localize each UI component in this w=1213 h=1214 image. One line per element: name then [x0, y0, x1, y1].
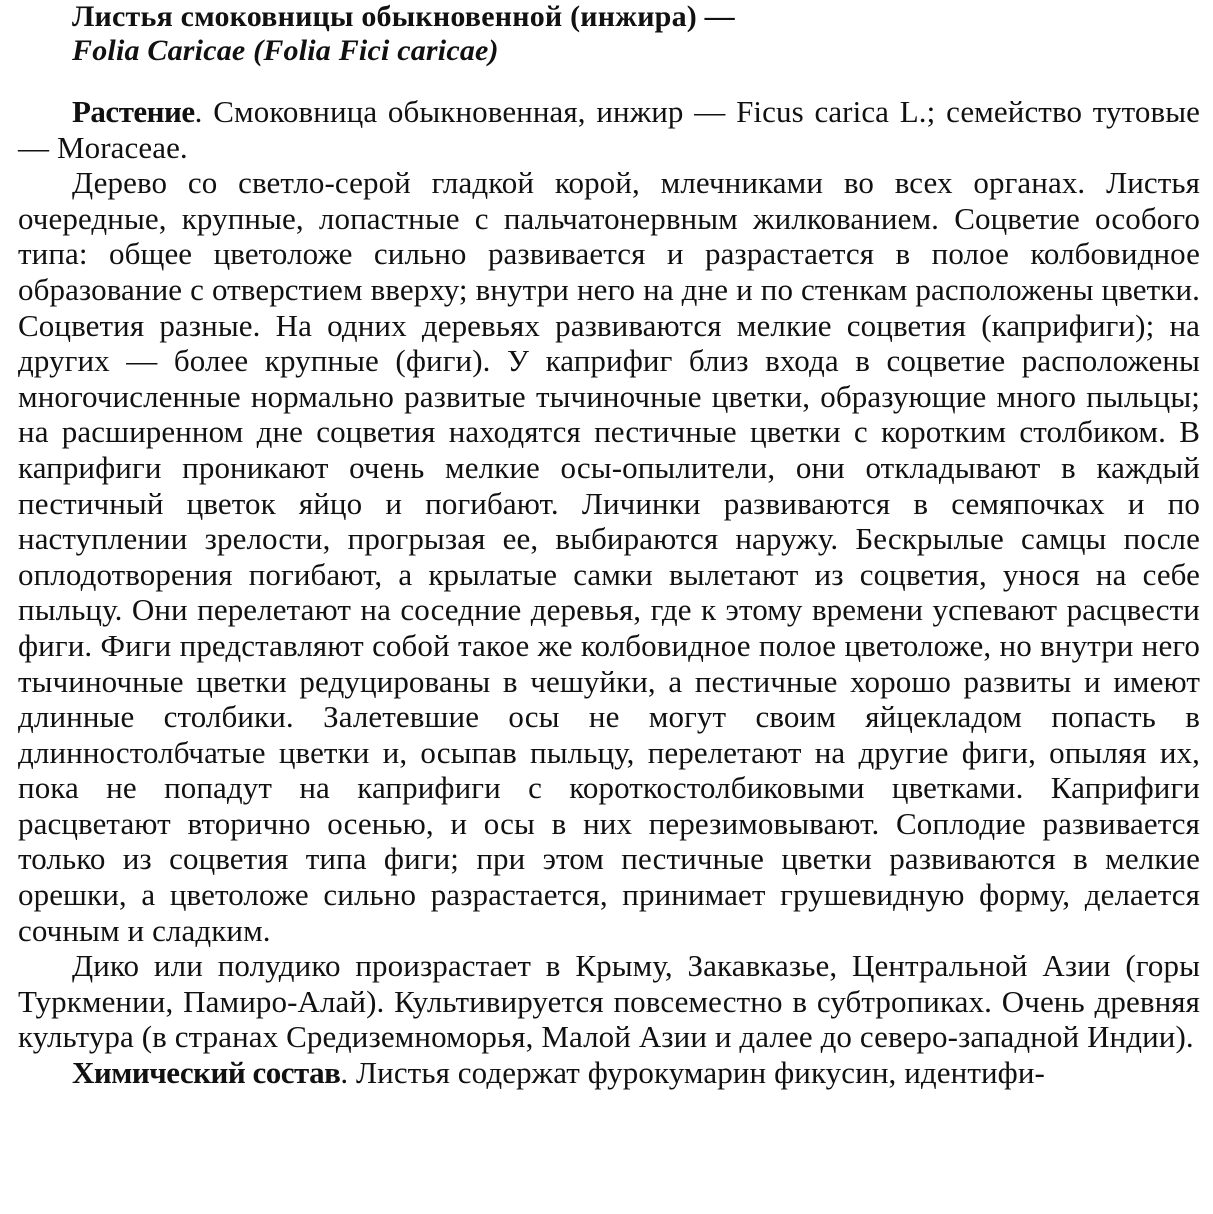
paragraph-text: Дико или полудико произрастает в Крыму, Закавказье, Центральной Азии (горы Туркмении, Памиро-Алай). Культивируется повсеместно в субтропиках. Очень древняя культура (в странах Средиземноморья, Малой Азии и далее до северо-западной Индии). [18, 948, 1200, 1055]
paragraph-text: Дерево со светло-серой гладкой корой, млечниками во всех органах. Листья очередные, крупные, лопастные с пальчатонервным жилкованием. Соцветие особого типа: общее цветоложе сильно развивается и разрастается в полое колбовидное образование с отверстием вверху; внутри него на дне и по стенкам расположены цветки. Соцветия разные. На одних деревьях развиваются мелкие соцветия (каприфиги); на других — более крупные (фиги). У каприфиг близ входа в соцветие расположены многочисленные нормально развитые тычиночные цветки, образующие много пыльцы; на расширенном дне соцветия находятся пестичные цветки с коротким столбиком. В каприфиги проникают очень мелкие осы-опылители, они откладывают в каждый пестичный цветок яйцо и погибают. Личинки развиваются в семяпочках и по наступлении зрелости, прогрызая ее, выбираются наружу. Бескрылые самцы после оплодотворения погибают, а крылатые самки вылетают из соцветия, унося на себе пыльцу. Они перелетают на соседние деревья, где к этому времени успевают расцвести фиги. Фиги представляют собой такое же колбовидное полое цветоложе, но внутри него тычиночные цветки редуцированы в чешуйки, а пестичные хорошо развиты и имеют длинные столбики. Залетевшие осы не могут своим яйцекладом попасть в длинностолбчатые цветки и, осыпав пыльцу, перелетают на другие фиги, опыляя их, пока не попадут на каприфиги с короткостолбиковыми цветками. Каприфиги расцветают вторично осенью, и осы в них перезимовывают. Соплодие развивается только из соцветия типа фиги; при этом пестичные цветки развиваются в мелкие орешки, а цветоложе сильно разрастается, принимает грушевидную форму, делается сочным и сладким. [18, 165, 1200, 948]
paragraph-chemistry [18, 1055, 1200, 1091]
section-heading [18, 0, 1200, 68]
paragraph-text: . Смоковница обыкновенная, инжир — Ficus carica L.; семейство тутовые — Moraceae. [18, 94, 1200, 165]
paragraph-lead: Растение [72, 94, 195, 129]
heading-latin: Folia Caricae (Folia Fici caricae) [72, 34, 499, 67]
paragraph-text: . Листья содержат фурокумарин фикусин, идентифи- [340, 1055, 1045, 1091]
paragraph-lead: Химический состав [72, 1055, 341, 1091]
paragraph-distribution [18, 948, 1200, 1055]
document-page [18, 0, 1200, 1091]
paragraph-description [18, 165, 1200, 948]
heading-russian: Листья смоковницы обыкновенной (инжира) — [72, 0, 735, 33]
body-text [18, 94, 1200, 1091]
paragraph-plant [18, 94, 1200, 165]
